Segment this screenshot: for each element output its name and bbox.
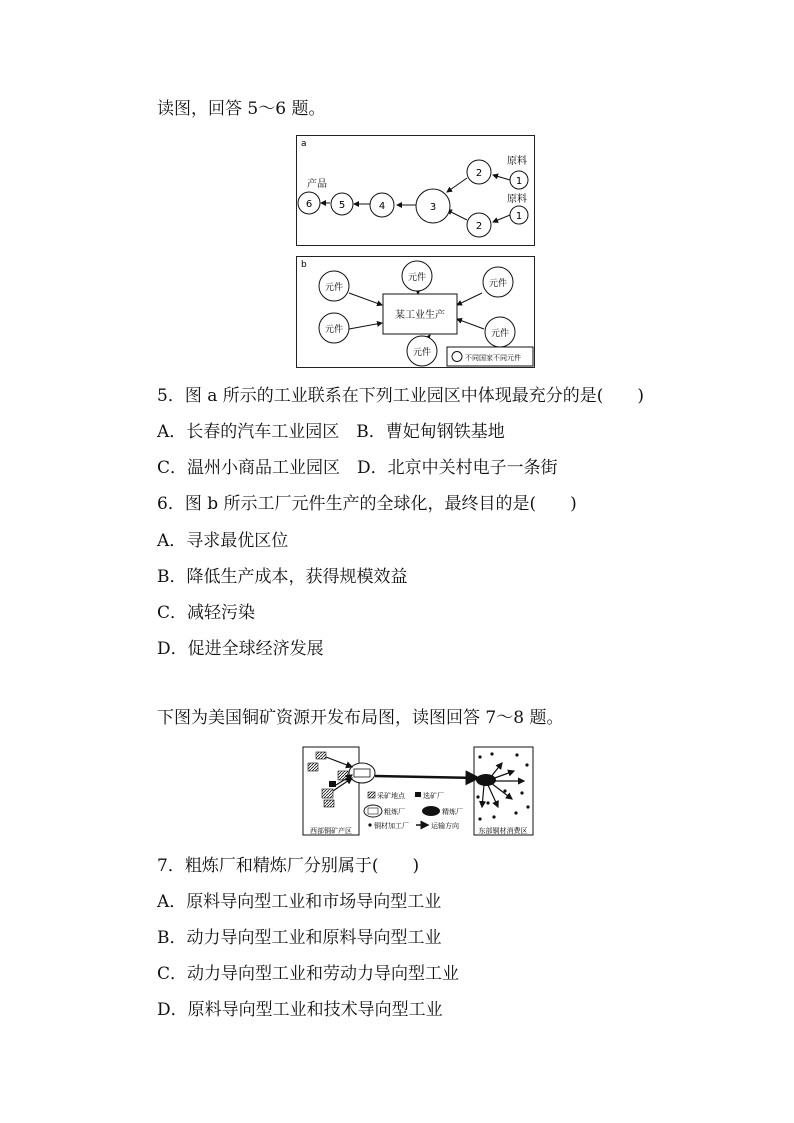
node-2-top: 2	[475, 168, 483, 179]
intro-text-2: 下图为美国铜矿资源开发布局图，读图回答 7～8 题。	[157, 708, 564, 728]
component-2: 元件	[407, 273, 427, 283]
q7-option-a: A．原料导向型工业和市场导向型工业	[157, 892, 442, 912]
q7-stem: 7．粗炼厂和精炼厂分别属于( )	[157, 856, 420, 876]
q6-stem: 6．图 b 所示工厂元件生产的全球化，最终目的是( )	[157, 494, 577, 514]
legend-transport: 运输方向	[431, 822, 459, 830]
mine-legend-icon	[368, 792, 375, 798]
q6-option-c: C．减轻污染	[157, 603, 256, 623]
node-4: 4	[378, 201, 386, 212]
legend-concentrator: 选矿厂	[423, 792, 444, 800]
node-5: 5	[338, 200, 346, 211]
component-5: 元件	[490, 329, 510, 339]
legend-processing: 铜材加工厂	[374, 822, 409, 830]
center-industry-label: 某工业生产	[395, 310, 445, 321]
copper-layout-diagram	[302, 745, 534, 837]
legend-label: 不同国家不同元件	[465, 354, 521, 362]
node-3: 3	[429, 202, 437, 213]
node-2-bottom: 2	[475, 221, 483, 232]
concentrator-legend-icon	[415, 792, 421, 797]
q6-option-d: D．促进全球经济发展	[157, 639, 324, 659]
q5-options-ab: A．长春的汽车工业园区 B．曹妃甸钢铁基地	[157, 422, 505, 442]
figure-b-diagram	[297, 257, 534, 367]
node-1-top: 1	[515, 176, 523, 187]
figure-a	[296, 135, 535, 246]
legend-mine: 采矿地点	[377, 792, 405, 800]
q5-stem: 5．图 a 所示的工业联系在下列工业园区中体现最充分的是( )	[157, 386, 645, 406]
q6-option-a: A．寻求最优区位	[157, 531, 289, 551]
raw-material-label-top: 原料	[507, 156, 527, 167]
q5-options-cd: C．温州小商品工业园区 D．北京中关村电子一条街	[157, 458, 558, 478]
figure-a-diagram	[297, 136, 534, 245]
component-3: 元件	[488, 279, 508, 289]
node-1-bottom: 1	[515, 211, 523, 222]
component-4: 元件	[324, 325, 344, 335]
q7-option-c: C．动力导向型工业和劳动力导向型工业	[157, 964, 460, 984]
q7-option-d: D．原料导向型工业和技术导向型工业	[157, 1000, 443, 1020]
node-6: 6	[305, 199, 313, 210]
legend-refinery: 精炼厂	[442, 808, 463, 816]
refinery-legend-icon	[422, 806, 440, 816]
legend-smelter: 粗炼厂	[384, 808, 405, 816]
component-1: 元件	[324, 283, 344, 293]
raw-material-label-bottom: 原料	[507, 194, 527, 205]
west-region-label: 西部铜矿产区	[310, 827, 352, 835]
q6-option-b: B．降低生产成本，获得规模效益	[157, 567, 408, 587]
figure-b-tag: b	[301, 260, 307, 270]
processing-legend-icon	[368, 823, 371, 826]
figure-copper	[302, 745, 534, 837]
component-6: 元件	[412, 348, 432, 358]
legend-circle-icon	[452, 352, 462, 362]
product-label: 产品	[307, 179, 327, 190]
figure-a-tag: a	[301, 139, 307, 149]
figure-b	[296, 256, 535, 368]
east-region-label: 东部铜材消费区	[478, 827, 528, 835]
intro-text-1: 读图，回答 5～6 题。	[157, 99, 326, 119]
q7-option-b: B．动力导向型工业和原料导向型工业	[157, 928, 442, 948]
